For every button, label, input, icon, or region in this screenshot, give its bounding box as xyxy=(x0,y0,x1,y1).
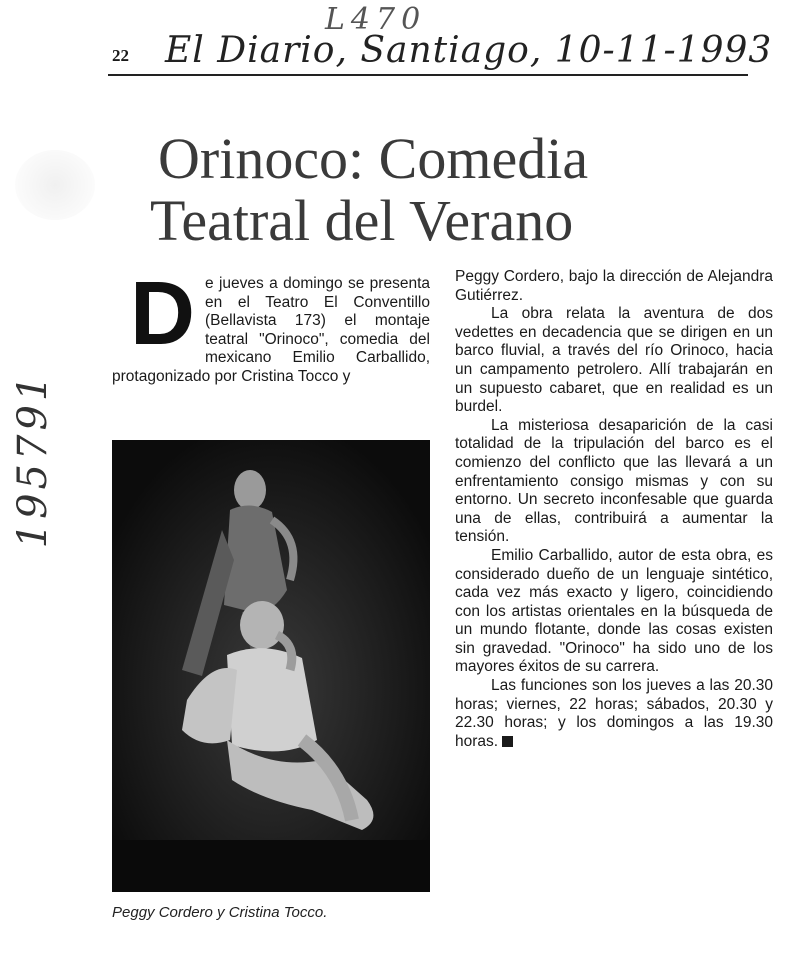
body-paragraph: La misteriosa desaparición de la casi totalidad de la tripulación del barco es el comienzo del conflicto que las llevará a un enfrentamiento consigo mismas y con su entorno. Un secreto inconfesable que guarda una de ellas, contribuirá a aumentar la tensión. xyxy=(455,416,773,546)
margin-note xyxy=(8,345,58,575)
header-rule xyxy=(108,74,748,76)
body-paragraph: Peggy Cordero, bajo la dirección de Alejandra Gutiérrez. xyxy=(455,268,773,304)
archive-note: L470 xyxy=(325,2,427,37)
headline xyxy=(150,128,770,252)
photo-caption: Peggy Cordero y Cristina Tocco. xyxy=(112,904,328,921)
schedule-text: Las funciones son los jueves a las 20.30 horas; viernes, 22 horas; sábados, 20.30 y 22.30 horas; y los domingos a las 19.30 horas. xyxy=(455,677,773,750)
page-number: 22 xyxy=(112,46,129,65)
body-paragraph xyxy=(455,677,773,751)
body-paragraph: Emilio Carballido, autor de esta obra, es considerado dueño de un lenguaje sintético, cada vez más exacto y ligero, coincidiendo con los artistas orientales en la búsqueda de un mundo flotante, donde las cosas existen sin gravedad. "Orinoco" ha sido uno de los mayores éxitos de su carrera. xyxy=(455,546,773,676)
headline-line-2: Teatral del Verano xyxy=(150,188,574,253)
article-body xyxy=(455,268,773,751)
lead-text: e jueves a domingo se presenta en el Teatro El Conventillo (Bellavista 173) el montaje teatral "Orinoco", comedia del mexicano Emilio Carballido, protagonizado por Cristina Tocco y xyxy=(112,275,430,385)
source-note: El Diario, Santiago, 10-11-1993 xyxy=(165,30,773,71)
body-paragraph: La obra relata la aventura de dos vedettes en decadencia que se dirigen en un barco fluvial, a través del río Orinoco, hacia un campamento petrolero. Allí trabajarán en un supuesto cabaret, que en realidad es un burdel. xyxy=(455,305,773,416)
photo-image xyxy=(112,440,430,892)
paper-smudge xyxy=(15,150,95,220)
article-photo xyxy=(112,440,430,892)
margin-note-text: 195791 xyxy=(10,371,56,549)
lead-paragraph xyxy=(112,264,430,387)
drop-cap: D xyxy=(130,264,195,364)
end-of-article-mark xyxy=(502,736,513,747)
headline-line-1: Orinoco: Comedia xyxy=(158,126,589,191)
